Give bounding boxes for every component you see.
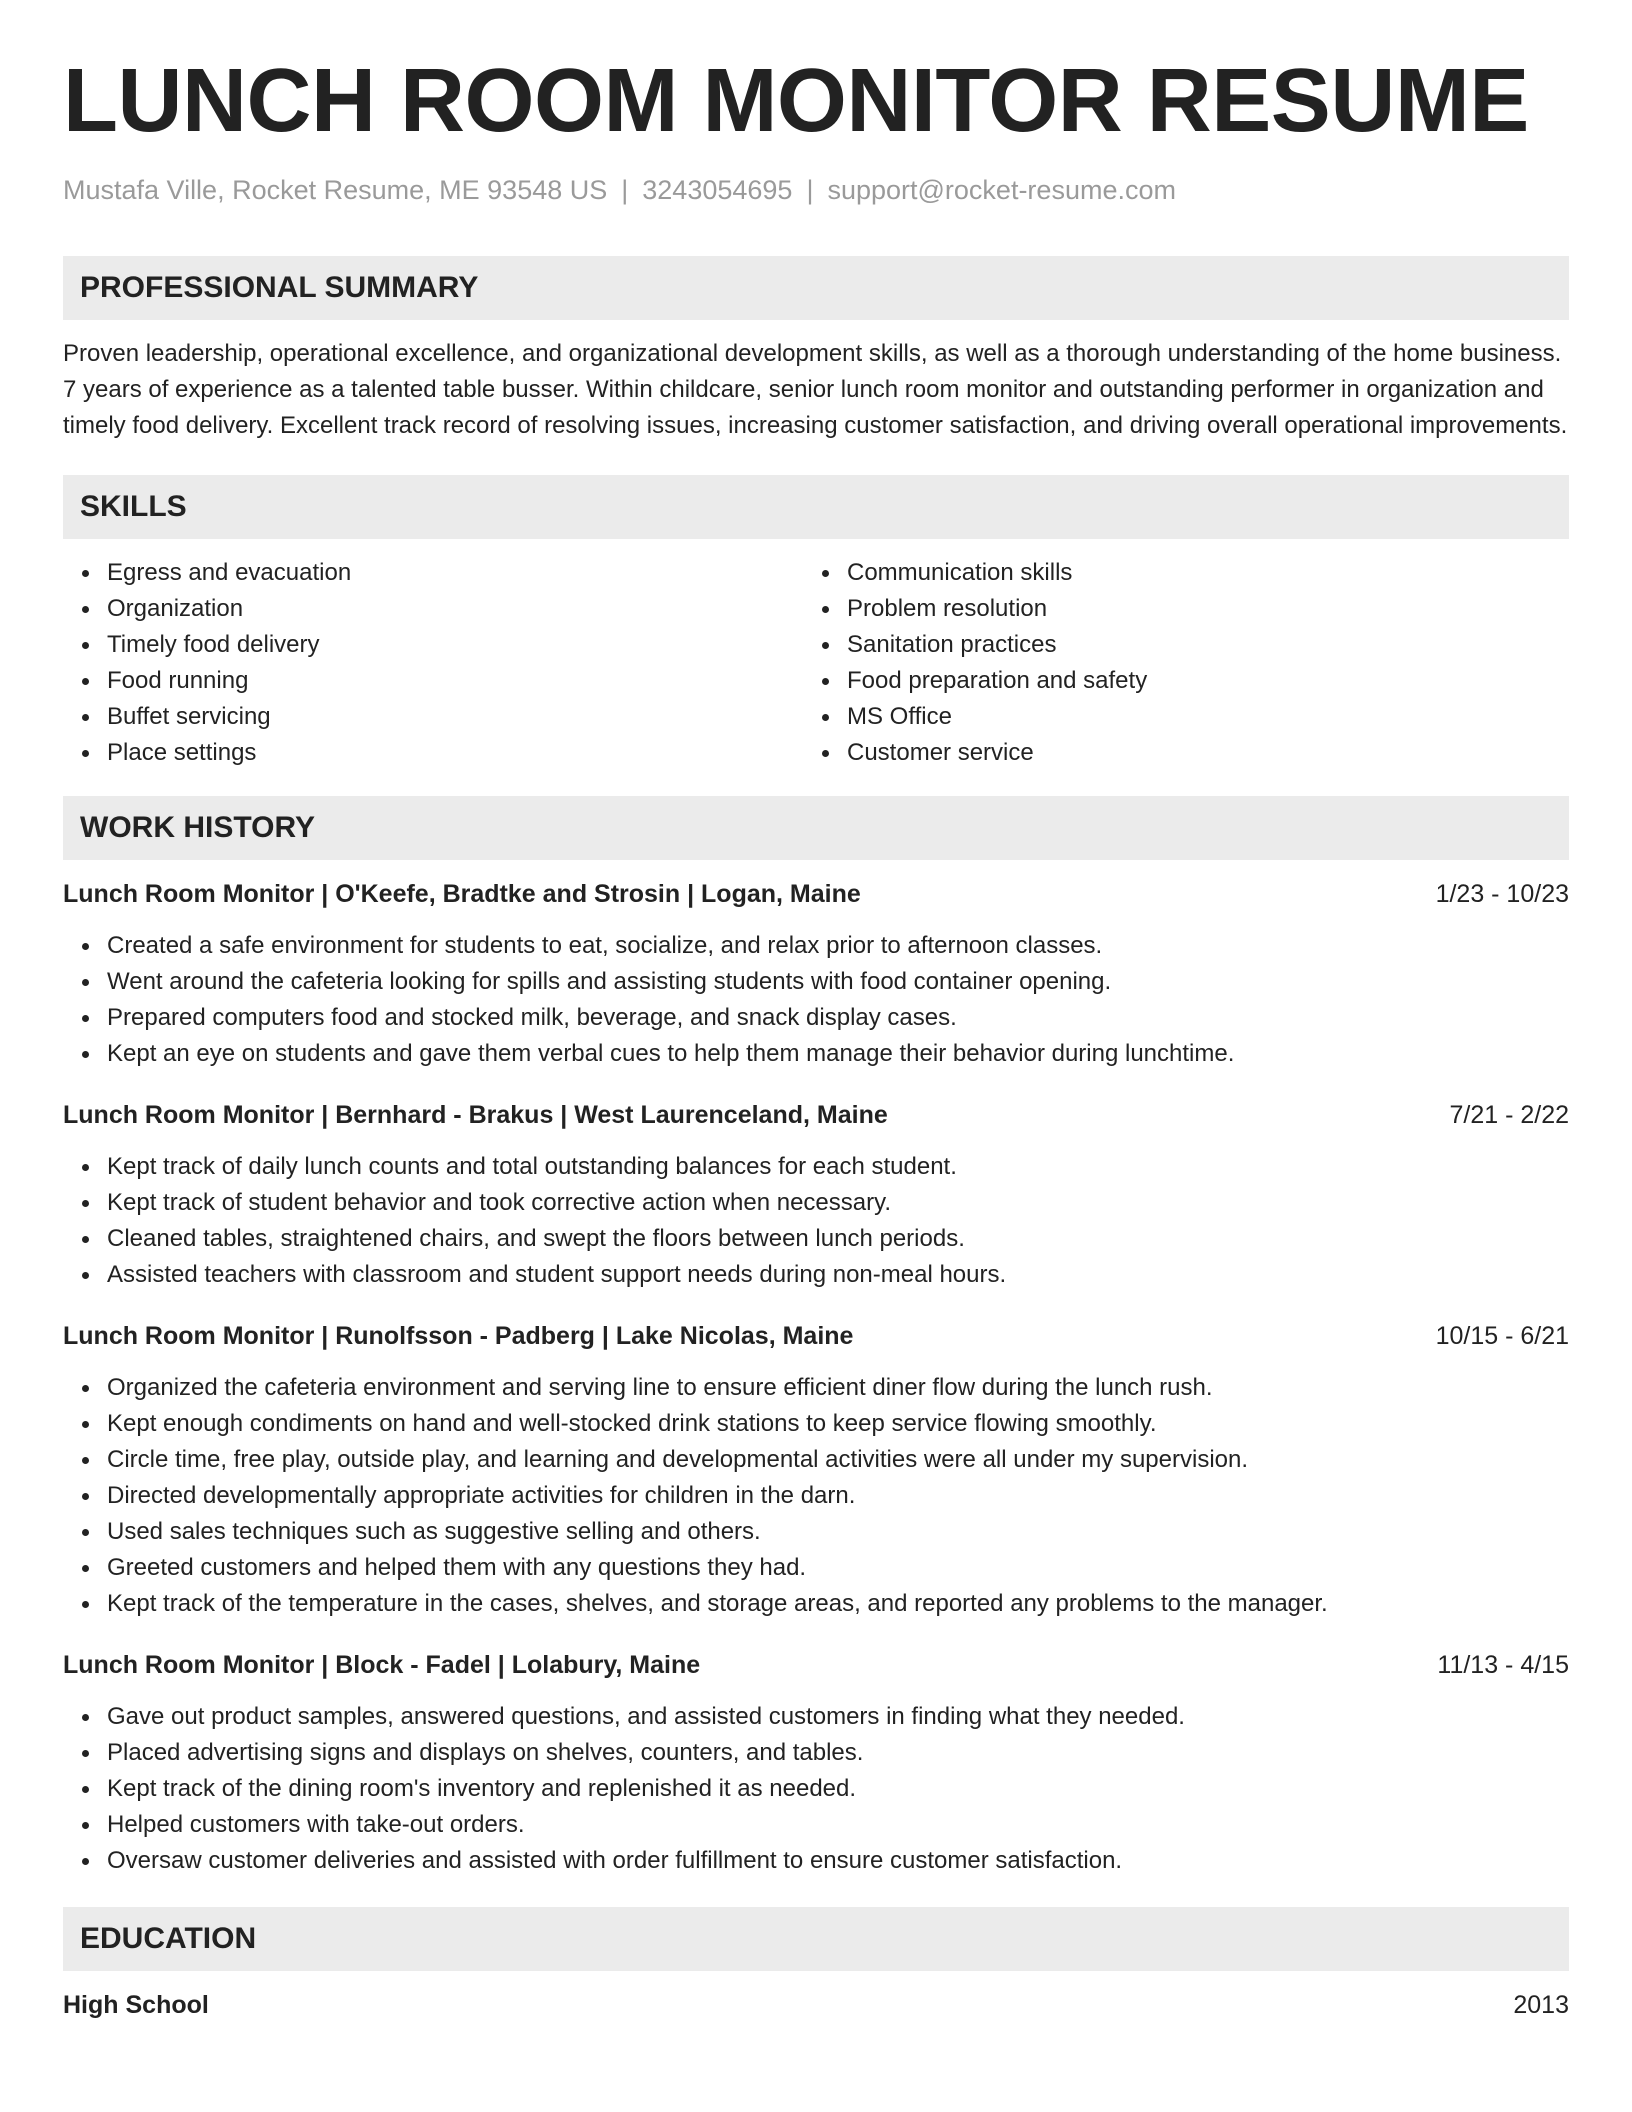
skill-item: Communication skills [847, 555, 1545, 591]
job-bullet: Kept track of the temperature in the cases, shelves, and storage areas, and reported any problems to the manager. [107, 1586, 1569, 1622]
job-bullet: Gave out product samples, answered questions, and assisted customers in finding what they needed. [107, 1699, 1569, 1735]
contact-address: Mustafa Ville, Rocket Resume, ME 93548 US [63, 175, 608, 205]
job-bullets [63, 1370, 1569, 1622]
education-entry [63, 1989, 1569, 2021]
job-header [63, 1320, 1569, 1352]
education-heading: EDUCATION [63, 1907, 1569, 1971]
job-bullets [63, 1699, 1569, 1879]
summary-heading: PROFESSIONAL SUMMARY [63, 256, 1569, 320]
job-bullet: Kept track of daily lunch counts and total outstanding balances for each student. [107, 1149, 1569, 1185]
job-title: Lunch Room Monitor | Runolfsson - Padberg | Lake Nicolas, Maine [63, 1322, 854, 1350]
job-bullet: Kept track of the dining room's inventory and replenished it as needed. [107, 1771, 1569, 1807]
work-history-heading: WORK HISTORY [63, 796, 1569, 860]
job-bullet: Created a safe environment for students to eat, socialize, and relax prior to afternoon classes. [107, 928, 1569, 964]
job-dates: 1/23 - 10/23 [1435, 880, 1569, 908]
job-bullet: Used sales techniques such as suggestive selling and others. [107, 1514, 1569, 1550]
skill-item: Food preparation and safety [847, 663, 1545, 699]
skill-item: Problem resolution [847, 591, 1545, 627]
job-entry [63, 1649, 1569, 1879]
skills-heading: SKILLS [63, 475, 1569, 539]
job-title: Lunch Room Monitor | Bernhard - Brakus | West Laurenceland, Maine [63, 1101, 888, 1129]
contact-separator: | [621, 175, 629, 205]
job-bullet: Organized the cafeteria environment and serving line to ensure efficient diner flow during the lunch rush. [107, 1370, 1569, 1406]
job-bullet: Went around the cafeteria looking for spills and assisting students with food container opening. [107, 964, 1569, 1000]
skills-list [63, 555, 1569, 771]
job-bullets [63, 1149, 1569, 1293]
job-bullets [63, 928, 1569, 1072]
skills-column-left [63, 555, 803, 771]
job-entry [63, 878, 1569, 1072]
education-degree: High School [63, 1991, 209, 2019]
job-bullet: Kept enough condiments on hand and well-stocked drink stations to keep service flowing smoothly. [107, 1406, 1569, 1442]
skill-item: Food running [107, 663, 803, 699]
job-bullet: Circle time, free play, outside play, and learning and developmental activities were all under my supervision. [107, 1442, 1569, 1478]
contact-email[interactable]: support@rocket-resume.com [827, 175, 1176, 205]
job-entry [63, 1099, 1569, 1293]
job-bullet: Prepared computers food and stocked milk, beverage, and snack display cases. [107, 1000, 1569, 1036]
job-entry [63, 1320, 1569, 1622]
skills-column-right [803, 555, 1545, 771]
contact-phone: 3243054695 [642, 175, 793, 205]
skill-item: Egress and evacuation [107, 555, 803, 591]
job-bullet: Kept an eye on students and gave them verbal cues to help them manage their behavior during lunchtime. [107, 1036, 1569, 1072]
job-dates: 10/15 - 6/21 [1435, 1322, 1569, 1350]
contact-separator: | [806, 175, 814, 205]
skill-item: Place settings [107, 735, 803, 771]
job-bullet: Placed advertising signs and displays on shelves, counters, and tables. [107, 1735, 1569, 1771]
skill-item: Buffet servicing [107, 699, 803, 735]
skill-item: Timely food delivery [107, 627, 803, 663]
job-dates: 11/13 - 4/15 [1437, 1651, 1569, 1679]
job-header [63, 1649, 1569, 1681]
job-bullet: Oversaw customer deliveries and assisted with order fulfillment to ensure customer satisfaction. [107, 1843, 1569, 1879]
resume-title: LUNCH ROOM MONITOR RESUME [63, 51, 1529, 151]
contact-line [63, 177, 1569, 204]
job-title: Lunch Room Monitor | O'Keefe, Bradtke and Strosin | Logan, Maine [63, 880, 861, 908]
job-title: Lunch Room Monitor | Block - Fadel | Lolabury, Maine [63, 1651, 701, 1679]
job-bullet: Greeted customers and helped them with any questions they had. [107, 1550, 1569, 1586]
skill-item: Customer service [847, 735, 1545, 771]
summary-text: Proven leadership, operational excellence, and organizational development skills, as well as a thorough understanding of the home business. 7 years of experience as a talented table busser. Within childcare, senior lunch room monitor and outstanding performer in organization and timely food delivery. Excellent track record of resolving issues, increasing customer satisfaction, and driving overall operational improvements. [63, 340, 1568, 439]
skill-item: MS Office [847, 699, 1545, 735]
skill-item: Sanitation practices [847, 627, 1545, 663]
education-year: 2013 [1513, 1991, 1569, 2019]
skill-item: Organization [107, 591, 803, 627]
job-bullet: Kept track of student behavior and took corrective action when necessary. [107, 1185, 1569, 1221]
job-bullet: Helped customers with take-out orders. [107, 1807, 1569, 1843]
job-bullet: Cleaned tables, straightened chairs, and swept the floors between lunch periods. [107, 1221, 1569, 1257]
job-header [63, 1099, 1569, 1131]
job-header [63, 878, 1569, 910]
job-bullet: Assisted teachers with classroom and student support needs during non-meal hours. [107, 1257, 1569, 1293]
job-dates: 7/21 - 2/22 [1449, 1101, 1569, 1129]
job-bullet: Directed developmentally appropriate activities for children in the darn. [107, 1478, 1569, 1514]
